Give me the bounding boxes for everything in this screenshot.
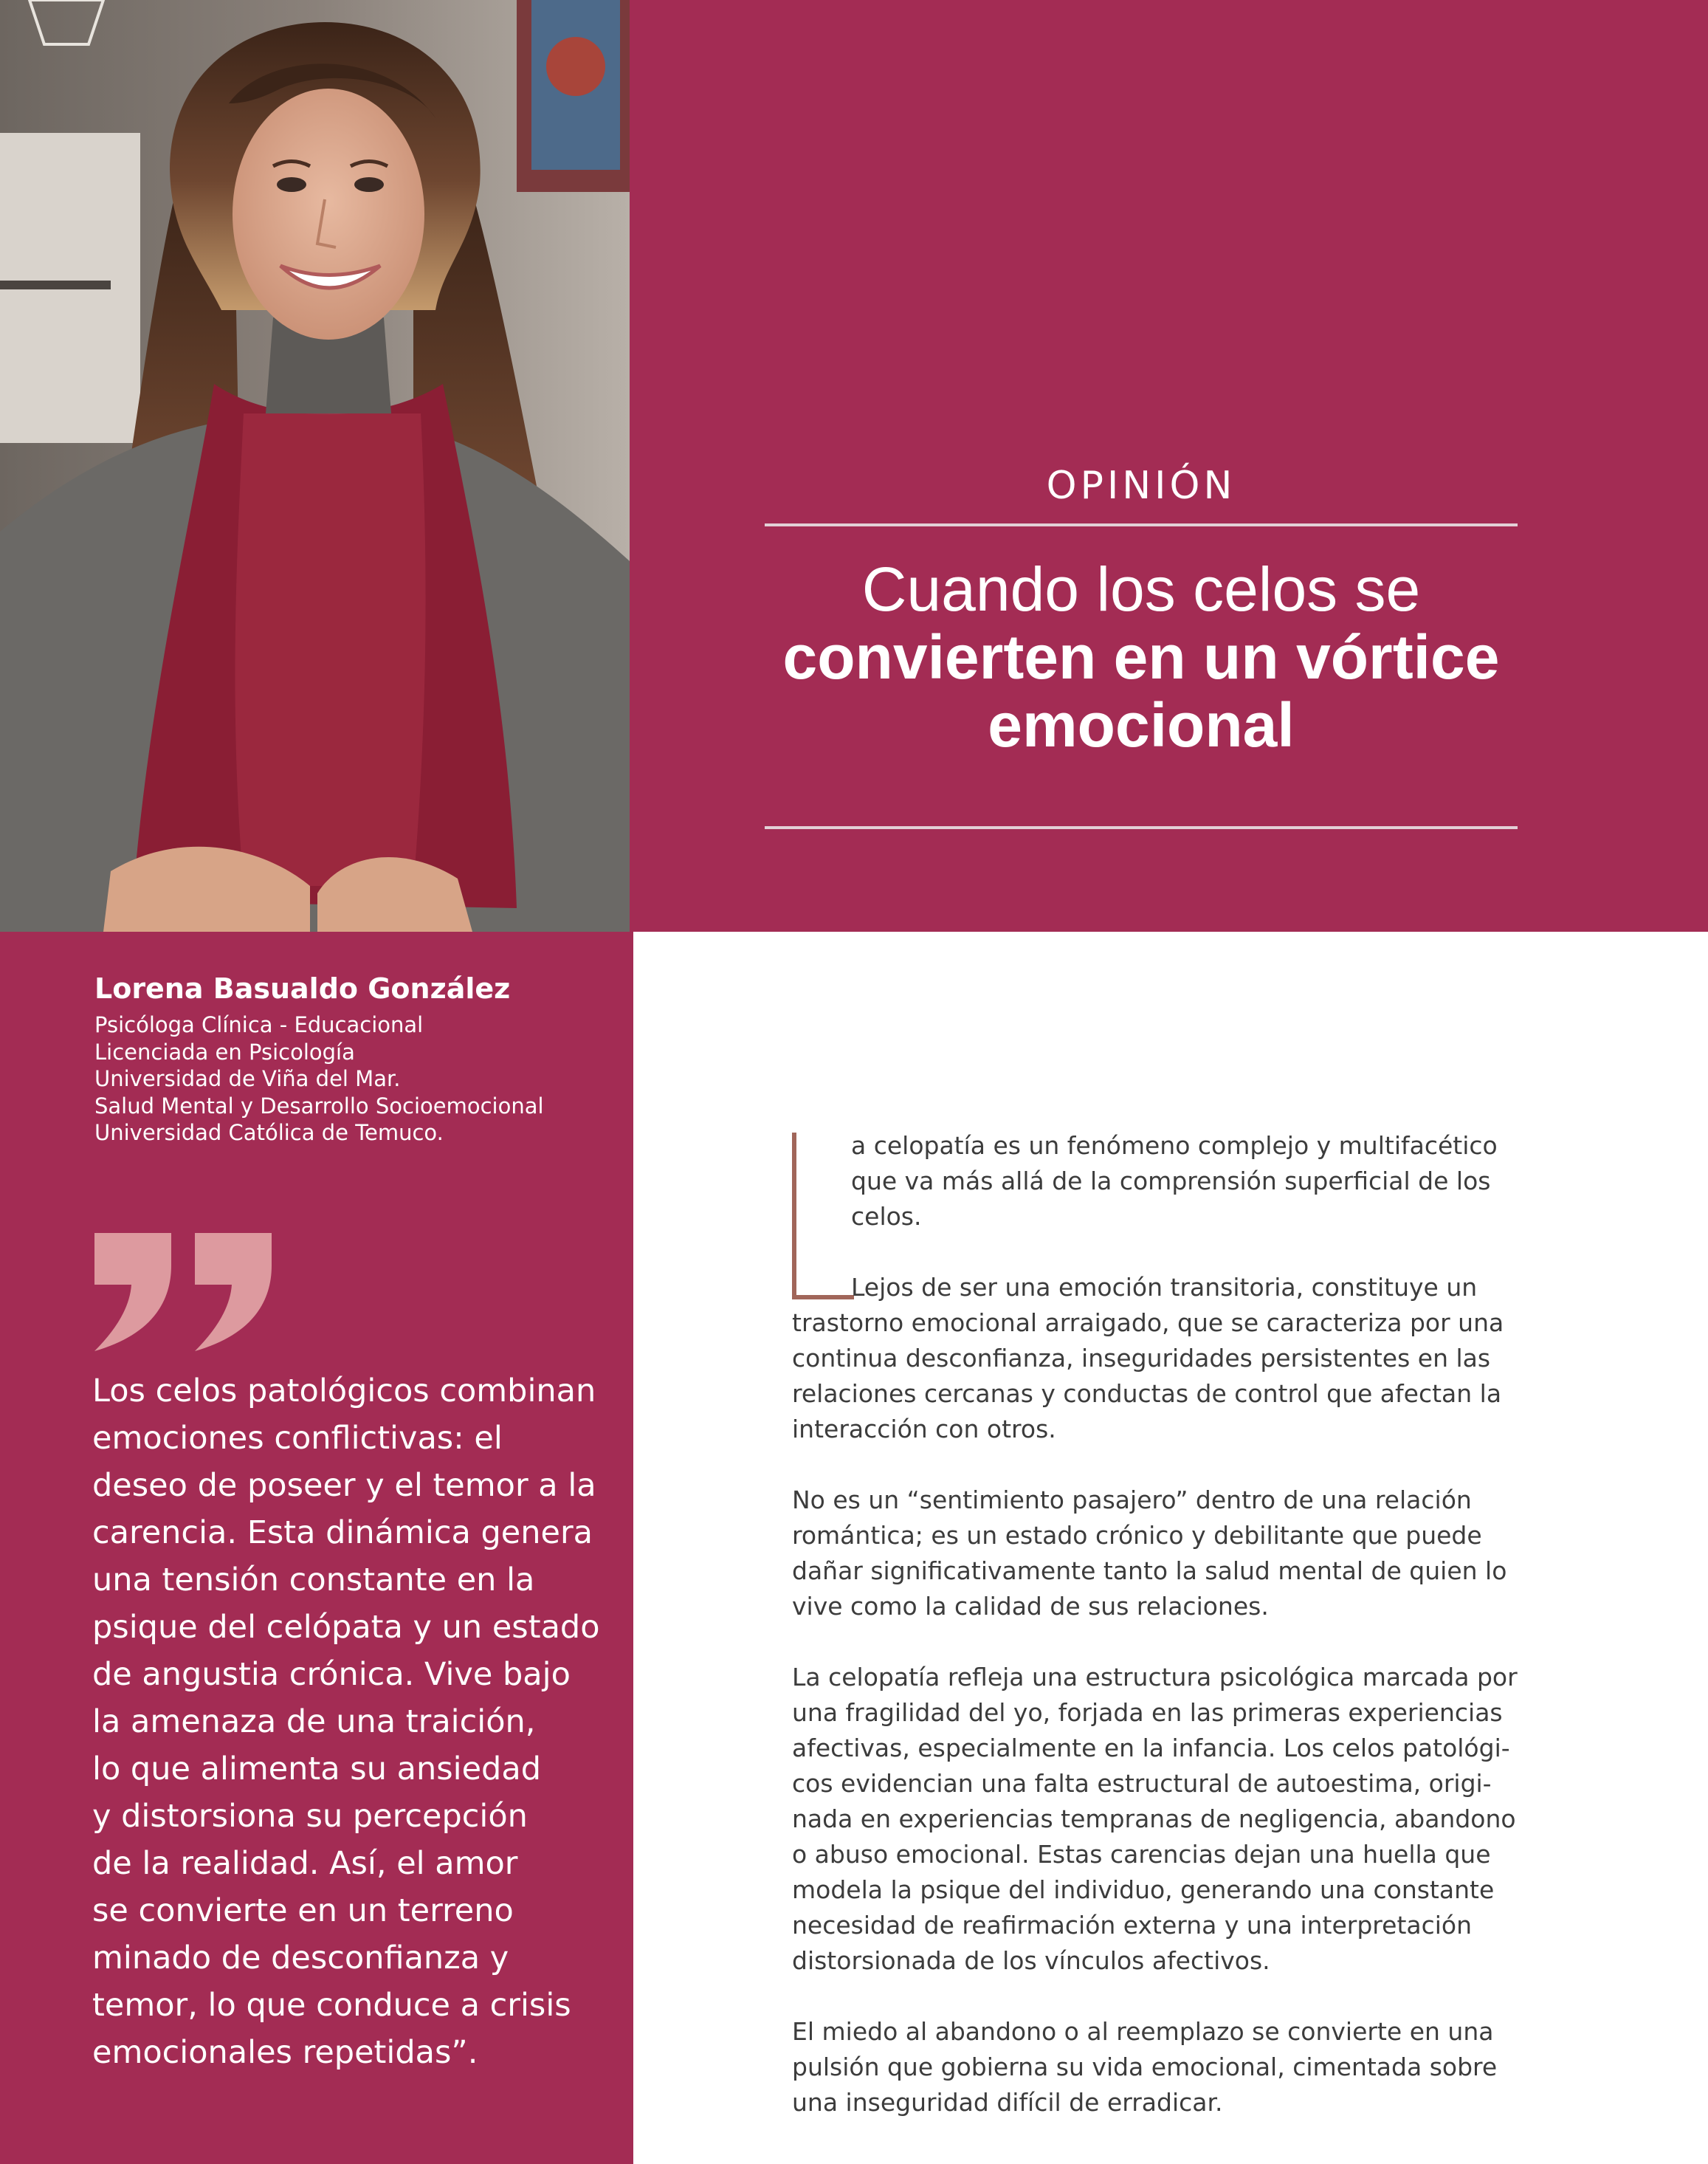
pull-quote-line: se convierte en un terreno [92, 1892, 514, 1929]
paragraph-2 [792, 1270, 1530, 1447]
text-line: vive como la calidad de sus relaciones. [792, 1592, 1269, 1621]
title-line-2: convierten en un vórtice [782, 622, 1500, 692]
author-credentials [94, 1011, 544, 1147]
credential-line: Salud Mental y Desarrollo Socioemocional [94, 1093, 544, 1119]
text-line: nada en experiencias tempranas de negligencia, abandono [792, 1804, 1516, 1833]
author-photo [0, 0, 630, 932]
bottom-rule [765, 826, 1518, 829]
author-name: Lorena Basualdo González [94, 972, 511, 1005]
text-line: interacción con otros. [792, 1415, 1056, 1443]
paragraph-3 [792, 1483, 1530, 1624]
title-line-3: emocional [988, 690, 1295, 760]
quote-mark-icon [94, 1233, 272, 1351]
text-line: necesidad de reafirmación externa y una interpretación [792, 1911, 1473, 1940]
top-rule [765, 523, 1518, 526]
pull-quote-line: deseo de poseer y el temor a la [92, 1467, 596, 1504]
article-body [792, 1128, 1530, 2120]
section-label: OPINIÓN [1046, 464, 1236, 508]
credential-line: Universidad Católica de Temuco. [94, 1120, 444, 1145]
pull-quote-line: lo que alimenta su ansiedad [92, 1751, 541, 1787]
text-line: celos. [851, 1202, 922, 1231]
text-line: La celopatía refleja una estructura psicológica marcada por [792, 1663, 1518, 1691]
text-line: o abuso emocional. Estas carencias dejan una huella que [792, 1840, 1491, 1869]
pull-quote-line: temor, lo que conduce a crisis [92, 1987, 571, 2024]
text-line: Lejos de ser una emoción transitoria, constituye un [851, 1273, 1478, 1302]
paragraph-1 [792, 1128, 1530, 1234]
text-line: No es un “sentimiento pasajero” dentro de una relación [792, 1485, 1472, 1514]
text-line: modela la psique del individuo, generando una constante [792, 1875, 1495, 1904]
pull-quote-line: y distorsiona su percepción [92, 1798, 528, 1835]
text-line: afectivas, especialmente en la infancia. Los celos patológi- [792, 1734, 1510, 1762]
text-line: trastorno emocional arraigado, que se caracteriza por una [792, 1308, 1504, 1337]
page-title [765, 555, 1518, 759]
credential-line: Universidad de Viña del Mar. [94, 1066, 401, 1091]
pull-quote-line: de la realidad. Así, el amor [92, 1845, 518, 1882]
text-line: distorsionada de los vínculos afectivos. [792, 1946, 1270, 1975]
pull-quote-line: de angustia crónica. Vive bajo [92, 1656, 571, 1693]
pull-quote-line: la amenaza de una traición, [92, 1703, 536, 1740]
credential-line: Psicóloga Clínica - Educacional [94, 1012, 424, 1037]
text-line: pulsión que gobierna su vida emocional, cimentada sobre [792, 2053, 1498, 2081]
credential-line: Licenciada en Psicología [94, 1039, 355, 1065]
text-line: continua desconfianza, inseguridades persistentes en las [792, 1344, 1491, 1373]
pull-quote-line: Los celos patológicos combinan [92, 1373, 596, 1409]
text-line: relaciones cercanas y conductas de control que afectan la [792, 1379, 1502, 1408]
text-line: una fragilidad del yo, forjada en las primeras experiencias [792, 1698, 1503, 1727]
text-line: una inseguridad difícil de erradicar. [792, 2088, 1223, 2117]
paragraph-5 [792, 2014, 1530, 2120]
pull-quote-line: emocionales repetidas”. [92, 2034, 478, 2071]
text-line: cos evidencian una falta estructural de autoestima, origi- [792, 1769, 1492, 1798]
text-line: a celopatía es un fenómeno complejo y multifacético [851, 1131, 1498, 1160]
pull-quote-line: psique del celópata y un estado [92, 1609, 600, 1646]
text-line: que va más allá de la comprensión superficial de los [851, 1167, 1491, 1195]
pull-quote-line: emociones conflictivas: el [92, 1420, 503, 1457]
pull-quote-line: carencia. Esta dinámica genera [92, 1514, 593, 1551]
text-line: dañar significativamente tanto la salud mental de quien lo [792, 1556, 1507, 1585]
paragraph-4 [792, 1660, 1530, 1979]
title-line-1: Cuando los celos se [861, 554, 1421, 624]
pull-quote-line: una tensión constante en la [92, 1562, 535, 1598]
text-line: romántica; es un estado crónico y debilitante que puede [792, 1521, 1482, 1550]
pull-quote-line: minado de desconfianza y [92, 1940, 509, 1976]
pull-quote [92, 1367, 609, 2076]
text-line: El miedo al abandono o al reemplazo se convierte en una [792, 2017, 1494, 2046]
